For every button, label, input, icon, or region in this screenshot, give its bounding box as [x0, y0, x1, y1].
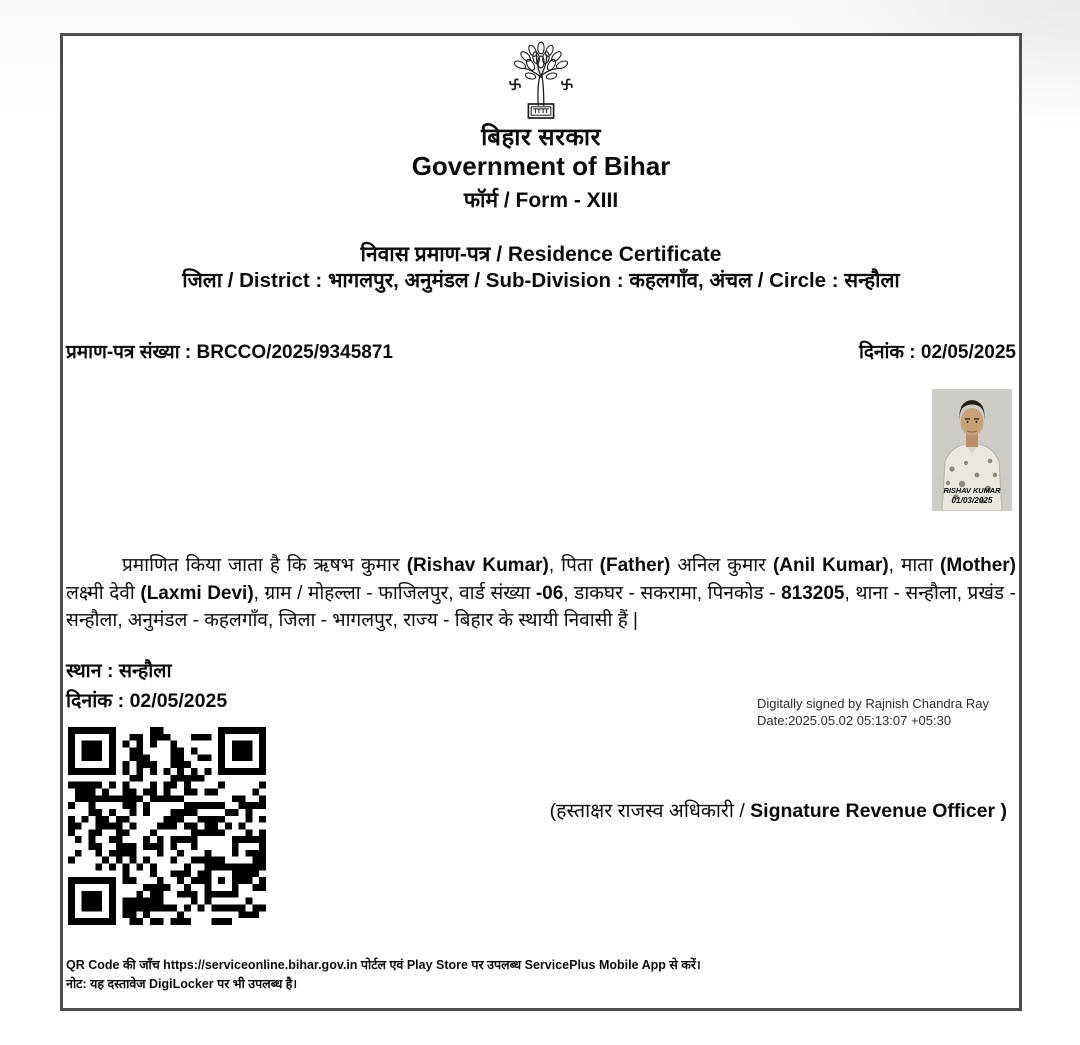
digital-signature-line1: Digitally signed by Rajnish Chandra Ray: [757, 696, 989, 711]
jurisdiction-line: जिला / District : भागलपुर, अनुमंडल / Sub-Division : कहलगाँव, अंचल / Circle : सन्हौला: [182, 269, 900, 292]
qr-verification-note: QR Code की जाँच https://serviceonline.bihar.gov.in पोर्टल एवं Play Store पर उपलब्ध ServicePlus Mobile App से करें।: [66, 958, 701, 972]
title-hindi: बिहार सरकार: [481, 124, 601, 151]
certificate-meta-row: [66, 338, 1016, 364]
certificate-body-text: प्रमाणित किया जाता है कि ऋषभ कुमार (Rishav Kumar), पिता (Father) अनिल कुमार (Anil Kumar), माता (Mother) लक्ष्मी देवी (Laxmi Devi), ग्राम / मोहल्ला - फाजिलपुर, वार्ड संख्या -06, डाकघर - सकरामा, पिनकोड - 813205, थाना - सन्हौला, प्रखंड - सन्हौला, अनुमंडल - कहलगाँव, जिला - भागलपुर, राज्य - बिहार के स्थायी निवासी हैं |: [66, 555, 1016, 631]
digilocker-note: नोट: यह दस्तावेज DigiLocker पर भी उपलब्ध है।: [66, 977, 298, 991]
certificate-number: प्रमाण-पत्र संख्या : BRCCO/2025/9345871: [66, 342, 393, 363]
place-line: स्थान : सन्हौला: [66, 660, 172, 682]
signature-officer-caption: (हस्ताक्षर राजस्व अधिकारी / Signature Revenue Officer ): [549, 800, 1007, 822]
form-title: फॉर्म / Form - XIII: [463, 189, 619, 212]
photo-caption-date: 01/03/2025: [951, 496, 993, 505]
place-date-block: [66, 656, 227, 716]
bihar-government-emblem-icon: [493, 41, 589, 125]
qr-code: [68, 727, 266, 925]
residence-certificate: [60, 33, 1022, 1011]
title-english: Government of Bihar: [411, 151, 671, 181]
footer-notes: [66, 956, 1011, 994]
date-line: दिनांक : 02/05/2025: [66, 690, 228, 712]
digital-signature-line2: Date:2025.05.02 05:13:07 +05:30: [757, 712, 952, 728]
photo-caption-name: RISHAV KUMAR: [943, 486, 1001, 495]
digital-signature-text: [757, 696, 989, 729]
certificate-title: निवास प्रमाण-पत्र / Residence Certificate: [360, 243, 722, 266]
issue-date: दिनांक : 02/05/2025: [858, 342, 1016, 363]
applicant-photo: [932, 389, 1012, 511]
